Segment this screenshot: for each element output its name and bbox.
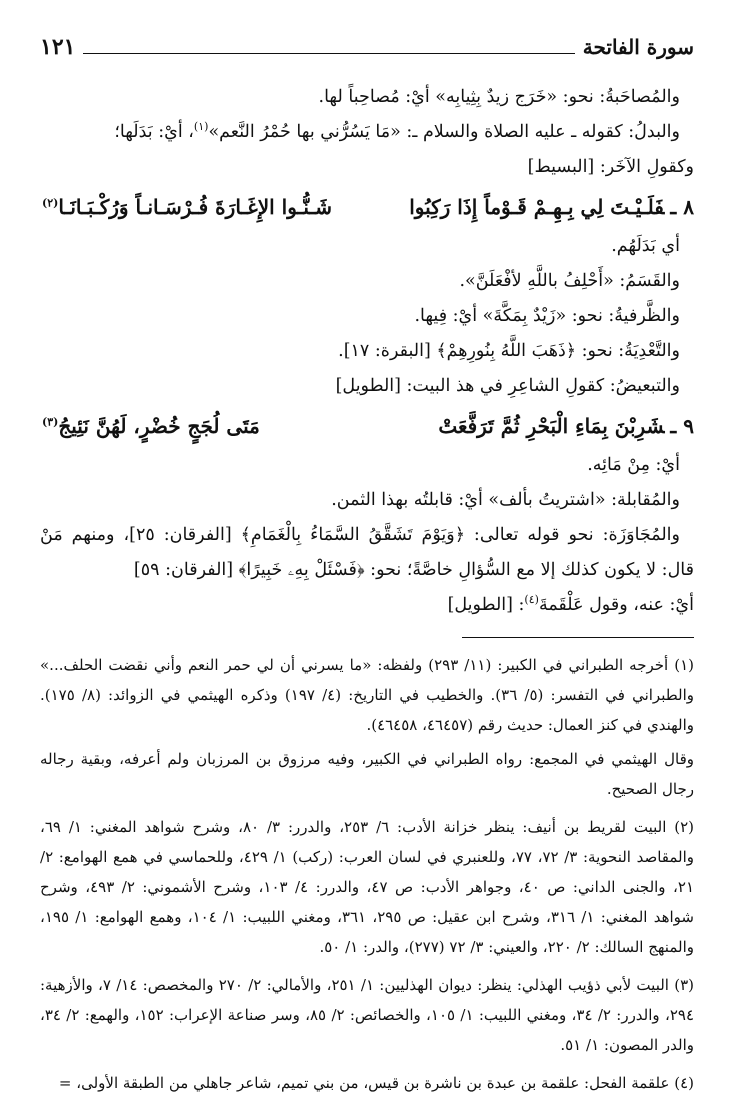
verse-8-left-text: شَـنُّـوا الإِغَـارَةَ فُـرْسَـانـاً وَرُكْـبَـانَـا — [58, 195, 333, 219]
paragraph-tadiya: والتَّعْدِيَةُ: نحو: ﴿ذَهَبَ اللَّهُ بِنُورِهِمْ﴾ [البقرة: ١٧]. — [338, 341, 680, 361]
footnote-3: (٣) البيت لأبي ذؤيب الهذلي: ينظر: ديوان الهذليين: ١/ ٢٥١، والأمالي: ٢/ ٢٧٠ والمخصص: ١٤/ ٧، والأزهية: ٢٩٤، والدرر: ٢/ ٣٤، ومغني اللبيب: ١/ ١٠٥، والخصائص: ٢/ ٨٥، وسر صناعة الإعراب: ١٥٢، والهمع: ٢/ ٣٤، والدر المصون: ١/ ٥١. — [40, 976, 695, 1054]
paragraph-badal — [40, 115, 694, 150]
page-header — [40, 30, 694, 64]
footnote-1-text: (١) أخرجه الطبراني في الكبير: (١١/ ٢٩٣) ولفظه: «ما يسرني أن لي حمر النعم وأني نقضت الحلف...» والطبراني في التفسر: (٥/ ٣٦). والخطيب في التاريخ: (٤/ ١٩٧) وذكره الهيثمي في الزوائد: (٨/ ١٧٥). والهندي في كنز العمال: حديث رقم (٤٦٤٥٧، ٤٦٤٥٨). — [40, 656, 695, 734]
verse-9-left-text: مَتَى لُجَجٍ خُضْرٍ، لَهُنَّ نَئِيجُ — [58, 414, 260, 438]
paragraph-musahaba: والمُصاحَبةُ: نحو: «خَرَج زيدٌ بِثِيابِه» أيْ: مُصاحِباً لها. — [318, 87, 680, 107]
header-rule — [83, 53, 574, 54]
footnote-ref-1[interactable]: (١) — [193, 120, 209, 134]
verse-8-right-text: فَلَـيْـتَ لِي بِـهِـمْ قَـوْماً إِذَا رَكِبُوا — [409, 195, 665, 219]
paragraph-tabeed: والتبعيضُ: كقولِ الشاعِرِ في هذ البيت: [الطويل] — [335, 376, 680, 396]
footnote-ref-2[interactable]: (٢) — [42, 196, 59, 210]
verse-9-right-text: شَرِبْنَ بِمَاءِ الْبَحْرِ ثُمَّ تَرَفَّعَتْ — [438, 414, 665, 438]
alqama-text: أيْ: عنه، وقول عَلْقَمةَ — [538, 595, 694, 615]
footnote-4: (٤) علقمة الفحل: علقمة بن عبدة بن ناشرة بن قيس، من بني تميم، شاعر جاهلي من الطبقة الأولى، = — [58, 1074, 694, 1092]
paragraph-min-maihi: أيْ: مِنْ مَائِه. — [587, 455, 680, 475]
verse-8 — [40, 185, 694, 229]
verse-9-left-hemistich — [42, 404, 260, 448]
verse-9-right-hemistich — [438, 404, 694, 448]
verse-8-right-hemistich — [409, 185, 694, 229]
alqama-meter: : [الطويل] — [447, 595, 525, 615]
paragraph-qasam: والقَسَمُ: «أَحْلِفُ باللَّهِ لأفْعَلَنَّ». — [459, 271, 680, 291]
footnotes — [40, 650, 694, 1098]
paragraph-alqama — [40, 588, 694, 623]
verse-9-number: ٩ ـ — [670, 414, 694, 438]
footnote-ref-3[interactable]: (٣) — [42, 415, 59, 429]
footnote-ref-4[interactable]: (٤) — [524, 593, 539, 607]
footnote-1-note: وقال الهيثمي في المجمع: رواه الطبراني في الكبير، وفيه مرزوق بن المرزبان ولم أعرفه، وبقية رجاله رجال الصحيح. — [40, 750, 694, 798]
footnote-2: (٢) البيت لقريط بن أنيف: ينظر خزانة الأدب: ٦/ ٢٥٣، والدرر: ٣/ ٨٠، وشرح شواهد المغني: ١/ ٦٩، والمقاصد النحوية: ٣/ ٧٢، ٧٧، وللعنبري في لسان العرب: (ركب) ١/ ٤٢٩، وللحماسي في همع الهوامع: ٢/ ٢١، والجنى الداني: ص ٤٠، وجواهر الأدب: ص ٤٧، والدرر: ٤/ ١٠٣، وشرح الأشموني: ٢/ ٤٩٣، وشرح شواهد المغني: ١/ ٣١٦، وشرح ابن عقيل: ص ٢٩٥، ٣٦١، ومغني اللبيب: ١/ ١٠٤، وهمع الهوامع: ١/ ١٩٥، والمنهج السالك: ٢/ ٢٢٠، والعيني: ٣/ ٧٢ (٢٧٧)، والدر: ١/ ٥٠. — [40, 818, 695, 956]
footnote-separator — [462, 637, 694, 638]
badal-text-end: ، أيْ: بَدَلَها؛ — [114, 122, 194, 142]
badal-text: والبدلُ: كقوله ـ عليه الصلاة والسلام ـ: «مَا يَسُرُّني بها حُمْرُ النَّعم» — [208, 122, 680, 142]
surah-title: سورة الفاتحة — [582, 35, 694, 59]
paragraph-quote-intro: وكقولِ الآخَر: [البسيط] — [527, 157, 694, 177]
footnote-1 — [40, 650, 694, 804]
verse-8-left-hemistich — [42, 185, 332, 229]
verse-9 — [40, 404, 694, 448]
paragraph-muqabala: والمُقابلة: «اشتريتُ بألف» أيْ: قابلتُه بهذا الثمن. — [331, 490, 680, 510]
page-number: ١٢١ — [40, 34, 76, 60]
paragraph-badalahum: أي بَدَلَهُم. — [611, 236, 680, 256]
main-text — [40, 80, 694, 623]
paragraph-zarfiya: والظَّرفيةُ: نحو: «زَيْدٌ بِمَكَّةَ» أيْ: فِيها. — [414, 306, 680, 326]
paragraph-mujawaza: والمُجَاوَزَة: نحو قوله تعالى: ﴿وَيَوْمَ تَشَقَّقُ السَّمَاءُ بِالْغَمَامِ﴾ [الفرقان: ٢٥]، ومنهم مَنْ قال: لا يكون كذلك إلا مع السُّؤالِ خاصَّةً؛ نحو: ﴿فَسْئَلْ بِهِۦ خَبِيرًا﴾ [الفرقان: ٥٩] — [40, 525, 694, 580]
verse-8-number: ٨ ـ — [670, 195, 694, 219]
